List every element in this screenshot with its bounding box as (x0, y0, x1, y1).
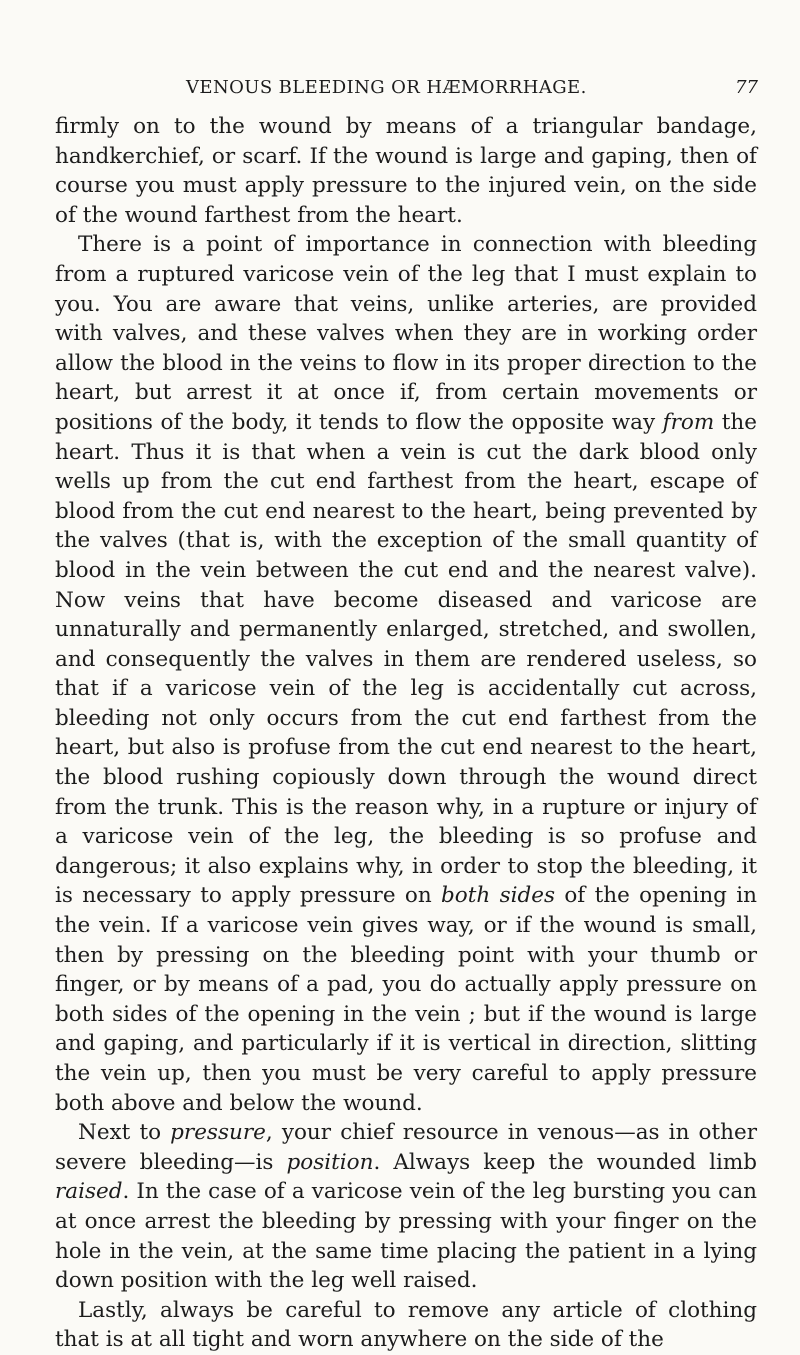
text-run: , your chief resource in venous—as in other severe bleeding—is (55, 1120, 757, 1175)
page-header (186, 77, 758, 103)
text-run: firmly on to the wound by means of a triangular bandage, handkerchief, or scarf. If the wound is large and gaping, then of course you must apply pressure to the injured vein, on the side of the wound farthest from the heart. (55, 114, 757, 228)
italic-text: raised (55, 1179, 123, 1205)
italic-text: both sides (441, 883, 556, 909)
running-title: VENOUS BLEEDING OR HÆMORRHAGE. (186, 77, 587, 98)
text-run: Lastly, always be careful to remove any article of clothing that is at all tight and worn anywhere on the side of the (55, 1297, 757, 1353)
paragraph (55, 230, 757, 1118)
text-run: the heart. Thus it is that when a vein is cut the dark blood only wells up from the cut end farthest from the heart, escape of blood from the cut end nearest to the heart, being prevented by the valves (that is, with the exception of the small quantity of blood in the vein between the cut end and the nearest valve). Now veins that have become diseased and varicose are unnaturally and permanently enlarged, stretched, and swollen, and consequently the valves in them are rendered useless, so that if a varicose vein of the leg is accidentally cut across, bleeding not only occurs from the cut end farthest from the heart, but also is profuse from the cut end nearest to the heart, the blood rushing copiously down through the wound direct from the trunk. This is the reason why, in a rupture or injury of a varicose vein of the leg, the bleeding is so profuse and dangerous; it also explains why, in order to stop the bleeding, it is necessary to apply pressure on (55, 409, 758, 909)
paragraph (55, 1118, 757, 1296)
body-text (55, 112, 757, 1355)
page-number: 77 (735, 77, 758, 98)
text-run: There is a point of importance in connection with bleeding from a ruptured varicose vein of the leg that I must explain to you. You are aware that veins, unlike arteries, are provided with valves, and these valves when they are in working order allow the blood in the veins to flow in its proper direction to the heart, but arrest it at once if, from certain movements or positions of the body, it tends to flow the opposite way (55, 232, 757, 435)
text-run: . Always keep the wounded limb (373, 1149, 758, 1175)
italic-text: position (286, 1149, 374, 1175)
text-run: . In the case of a varicose vein of the leg bursting you can at once arrest the bleeding by pressing with your finger on the hole in the vein, at the same time placing the patient in a lying down position with the leg well raised. (55, 1179, 757, 1294)
italic-text: pressure (170, 1120, 266, 1146)
text-run: Next to (78, 1120, 171, 1146)
paragraph (55, 112, 757, 230)
italic-text: from (662, 409, 715, 435)
paragraph (55, 1296, 757, 1355)
text-run: of the opening in the vein. If a varicose vein gives way, or if the wound is small, then by pressing on the bleeding point with your thumb or finger, or by means of a pad, you do actually apply pressure on both sides of the opening in the vein ; but if the wound is large and gaping, and particularly if it is vertical in direction, slitting the vein up, then you must be very careful to apply pressure both above and below the wound. (55, 883, 757, 1116)
